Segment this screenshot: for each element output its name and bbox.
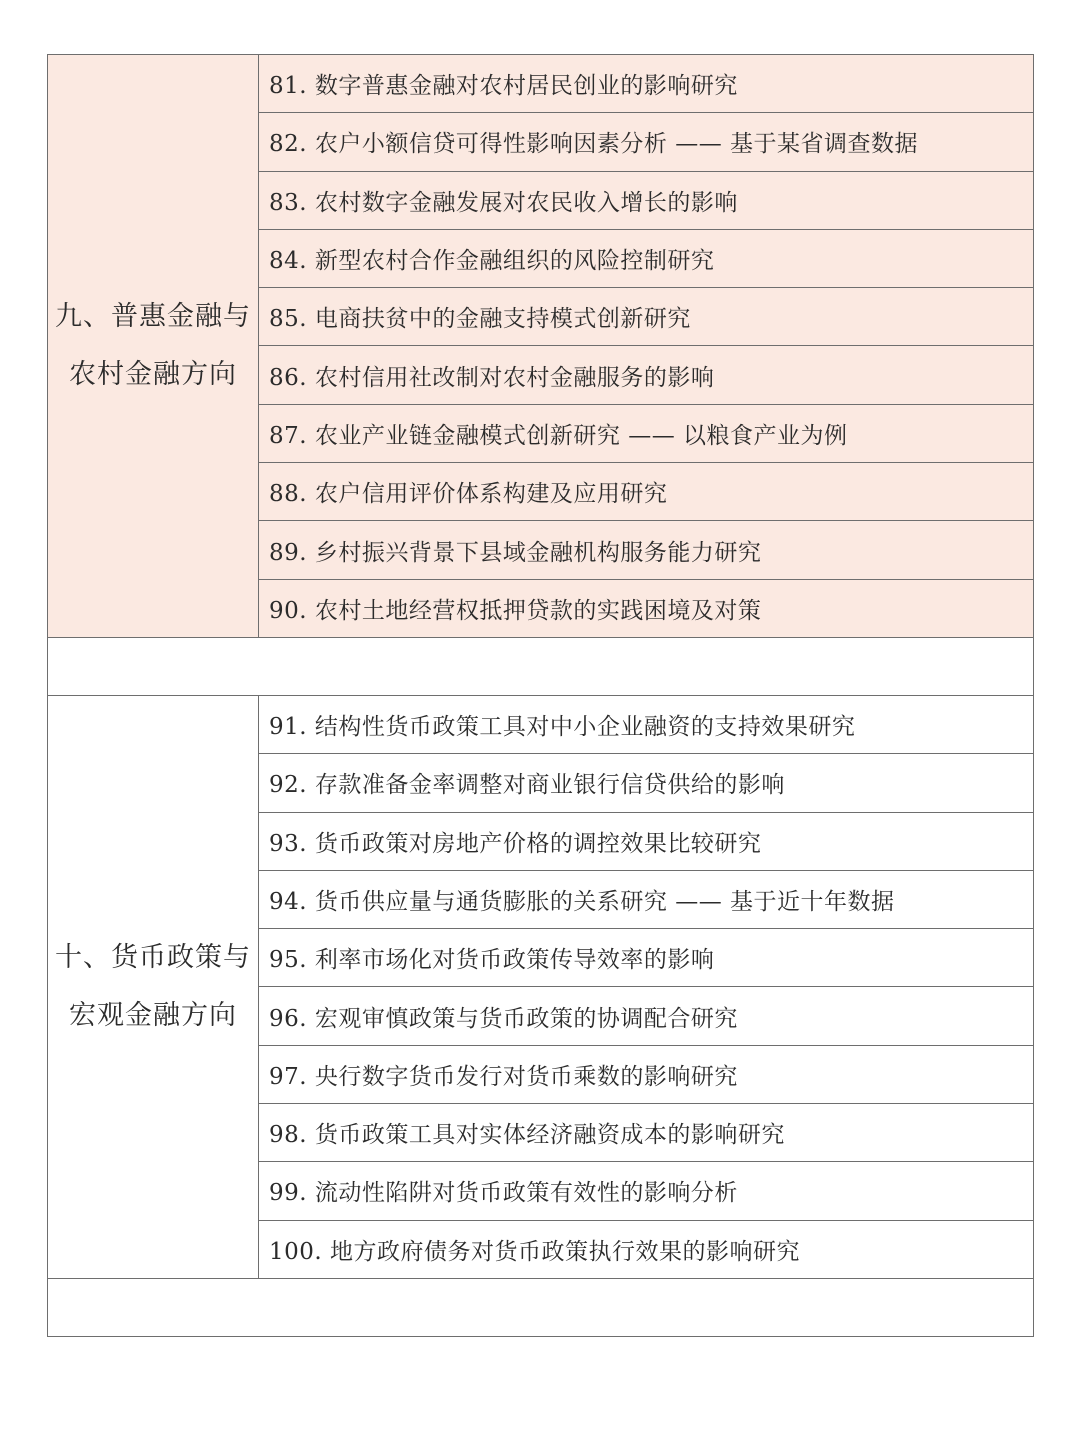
topic-item: 96. 宏观审慎政策与货币政策的协调配合研究	[259, 987, 1034, 1045]
blank-cell	[48, 1278, 1034, 1336]
topic-item: 86. 农村信用社改制对农村金融服务的影响	[259, 346, 1034, 404]
topic-item: 91. 结构性货币政策工具对中小企业融资的支持效果研究	[259, 695, 1034, 753]
category-cell	[48, 55, 259, 638]
topic-item: 88. 农户信用评价体系构建及应用研究	[259, 463, 1034, 521]
table-row	[48, 695, 1034, 753]
topic-item: 97. 央行数字货币发行对货币乘数的影响研究	[259, 1045, 1034, 1103]
topic-item: 83. 农村数字金融发展对农民收入增长的影响	[259, 171, 1034, 229]
category-label-line2: 宏观金融方向	[69, 999, 237, 1031]
blank-row	[48, 1278, 1034, 1336]
topic-item: 94. 货币供应量与通货膨胀的关系研究 —— 基于近十年数据	[259, 870, 1034, 928]
topic-item: 99. 流动性陷阱对货币政策有效性的影响分析	[259, 1162, 1034, 1220]
topic-item: 82. 农户小额信贷可得性影响因素分析 —— 基于某省调查数据	[259, 113, 1034, 171]
blank-row	[48, 637, 1034, 695]
category-label-line1: 九、普惠金融与	[55, 300, 251, 332]
topic-item: 81. 数字普惠金融对农村居民创业的影响研究	[259, 55, 1034, 113]
topic-item: 93. 货币政策对房地产价格的调控效果比较研究	[259, 812, 1034, 870]
topic-item: 84. 新型农村合作金融组织的风险控制研究	[259, 229, 1034, 287]
topics-table	[47, 54, 1034, 1337]
topic-item: 90. 农村土地经营权抵押贷款的实践困境及对策	[259, 579, 1034, 637]
blank-cell	[48, 637, 1034, 695]
topic-item: 98. 货币政策工具对实体经济融资成本的影响研究	[259, 1104, 1034, 1162]
topic-item: 87. 农业产业链金融模式创新研究 —— 以粮食产业为例	[259, 404, 1034, 462]
category-label-line2: 农村金融方向	[69, 358, 237, 390]
category-label-line1: 十、货币政策与	[55, 941, 251, 973]
table-row	[48, 55, 1034, 113]
topic-item: 92. 存款准备金率调整对商业银行信贷供给的影响	[259, 754, 1034, 812]
topic-item: 100. 地方政府债务对货币政策执行效果的影响研究	[259, 1220, 1034, 1278]
topic-item: 95. 利率市场化对货币政策传导效率的影响	[259, 929, 1034, 987]
category-cell	[48, 695, 259, 1278]
topic-item: 85. 电商扶贫中的金融支持模式创新研究	[259, 288, 1034, 346]
topic-item: 89. 乡村振兴背景下县域金融机构服务能力研究	[259, 521, 1034, 579]
